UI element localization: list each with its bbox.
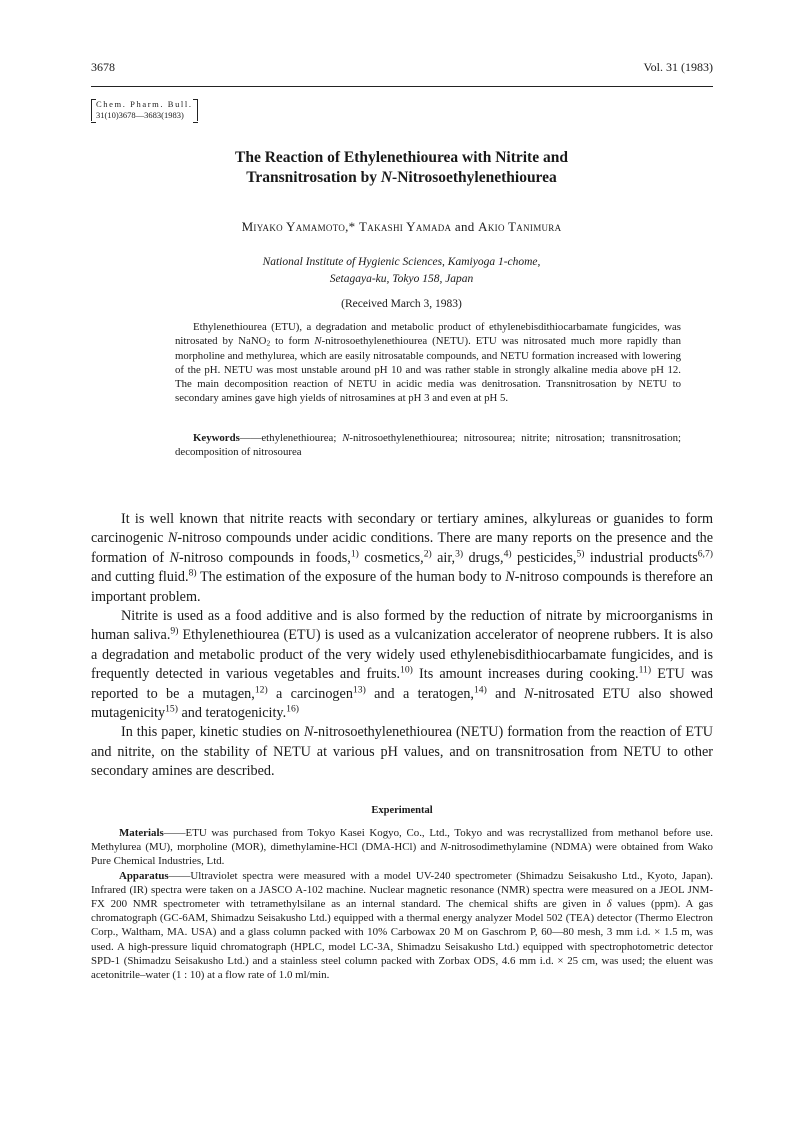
abstract: Ethylenethiourea (ETU), a degradation and metabolic product of ethylenebisdithiocarbamate fungicides, was nitrosated by NaNO$_2$ to form N-nitrosoethylenethiourea (NETU). ETU was nitrosated much more rapidly than morpholine and methylurea, which are easily nitrosatable compounds, and NETU formation increased with lowering of the pH. NETU was most unstable around pH 10 and was rather stable in strongly alkaline media above pH 12. The main decomposition reaction of NETU in acidic media was denitrosation. Transnitrosation by NETU to secondary amines gave high yields of nitrosamines at pH 3 and even at pH 5. — [175, 321, 682, 405]
apparatus-paragraph: Apparatus——Ultraviolet spectra were measured with a model UV-240 spectrometer (Shimadzu Seisakusho Ltd., Kyoto, Japan). Infrared (IR) spectra were taken on a JASCO A-102 machine. Nuclear magnetic resonance (NMR) spectra were measured on a JEOL JNM-FX 200 NMR spectrometer with tetramethylsilane as an internal standard. The chemical shifts are given in δ values (ppm). A gas chromatograph (GC-6AM, Shimadzu Seisakusho Ltd.) equipped with a thermal energy analyzer Model 502 (TEA) detector (Thermo Electron Corp., Waltham, MA. USA) and a glass column packed with 10% Carbowax 20 M on Gaschrom P, 60—80 mesh, 3 mm i.d. × 1.5 m, was used. A high-pressure liquid chromatograph (HPLC, model LC-3A, Shimadzu Seisakusho Ltd.) equipped with spectrophotometric detector SPD-1 (Shimadzu Seisakusho Ltd.) and a stainless steel column packed with Zorbax ODS, 4.6 mm i.d. × 25 cm, was used; the eluent was acetonitrile–water (1 : 10) at a flow rate of 1.0 ml/min. — [91, 869, 713, 982]
journal-citation-box — [91, 99, 198, 121]
title-line-2: Transnitrosation by N-Nitrosoethylenethiourea — [246, 169, 557, 186]
header-rule — [91, 86, 713, 87]
materials-paragraph: Materials——ETU was purchased from Tokyo Kasei Kogyo, Co., Ltd., Tokyo and was recrystallized from methanol before use. Methylurea (MU), morpholine (MOR), dimethylamine-HCl (DMA-HCl) and N-nitrosodimethylamine (NDMA) were obtained from Wako Pure Chemical Industries, Ltd. — [91, 827, 714, 868]
author-conjunction: and — [454, 219, 475, 234]
received-date: (Received March 3, 1983) — [341, 298, 462, 310]
keywords: Keywords——ethylenethiourea; N-nitrosoethylenethiourea; nitrosourea; nitrite; nitrosation; transnitrosation; decomposition of nitrosourea — [175, 432, 681, 459]
section-heading-experimental: Experimental — [371, 805, 433, 816]
author-3: Akio Tanimura — [478, 219, 562, 234]
journal-issue: 31(10)3678—3683(1983) — [96, 110, 184, 120]
author-list — [100, 219, 703, 235]
affiliation: National Institute of Hygienic Sciences, Kamiyoga 1-chome, Setagaya-ku, Tokyo 158, Japan — [262, 256, 541, 285]
title-line-1: The Reaction of Ethylenethiourea with Nitrite and — [235, 149, 568, 166]
volume-label: Vol. 31 (1983) — [643, 60, 713, 74]
body-paragraph-3: In this paper, kinetic studies on N-nitrosoethylenethiourea (NETU) formation from the reaction of ETU and nitrite, on the stability of NETU at various pH values, and on transnitrosation from NETU to other secondary amines are described. — [91, 724, 713, 780]
article-title — [120, 148, 683, 188]
introduction — [91, 510, 713, 782]
experimental-section — [91, 826, 713, 982]
page-number: 3678 — [91, 60, 115, 74]
body-paragraph-2: Nitrite is used as a food additive and is also formed by the reduction of nitrate by microorganisms in human saliva.$^{9)}$ Ethylenethiourea (ETU) is used as a vulcanization accelerator of neoprene rubbers. It is also a degradation and metabolic product of the very widely used ethylenebisdithiocarbamate fungicides, and is frequently detected in various vegetables and fruits.$^{10)}$ Its amount increases during cooking.$^{11)}$ ETU was reported to be a mutagen,$^{12)}$ a carcinogen$^{13)}$ and a teratogen,$^{14)}$ and N-nitrosated ETU also showed mutagenicity$^{15)}$ and teratogenicity.$^{16)}$ — [91, 608, 714, 722]
author-2: Takashi Yamada — [359, 219, 452, 234]
keywords-label: Keywords — [193, 432, 240, 444]
author-1: Miyako Yamamoto,* — [241, 219, 356, 234]
body-paragraph-1: It is well known that nitrite reacts with secondary or tertiary amines, alkylureas or guanides to form carcinogenic N-nitroso compounds under acidic conditions. There are many reports on the presence and the formation of N-nitroso compounds in foods,$^{1)}$ cosmetics,$^{2)}$ air,$^{3)}$ drugs,$^{4)}$ pesticides,$^{5)}$ industrial products$^{6,7)}$ and cutting fluid.$^{8)}$ The estimation of the exposure of the human body to N-nitroso compounds is therefore an important problem. — [91, 511, 714, 605]
journal-name: Chem. Pharm. Bull. — [96, 99, 193, 109]
